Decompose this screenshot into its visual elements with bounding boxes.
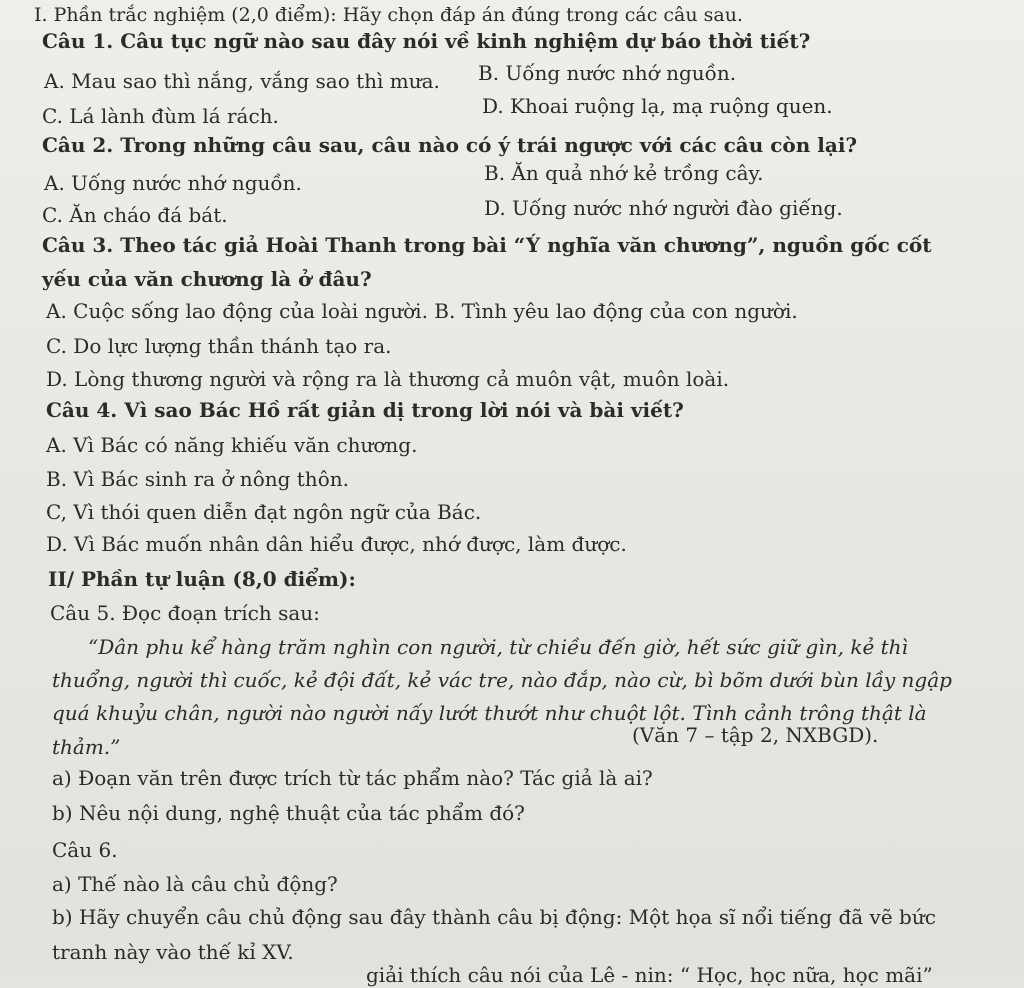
q6-title: Câu 6. (52, 838, 118, 862)
q5b: b) Nêu nội dung, nghệ thuật của tác phẩm đó? (52, 801, 525, 825)
q1-question: Câu 1. Câu tục ngữ nào sau đây nói về kinh nghiệm dự báo thời tiết? (42, 29, 811, 53)
q2-question: Câu 2. Trong những câu sau, câu nào có ý trái ngược với các câu còn lại? (42, 133, 858, 157)
q5-quote-line3: quá khuỷu chân, người nào người nấy lướt thướt như chuột lột. Tình cảnh trông thật là (52, 701, 927, 725)
q4-option-b: B. Vì Bác sinh ra ở nông thôn. (46, 467, 349, 491)
q5a: a) Đoạn văn trên được trích từ tác phẩm nào? Tác giả là ai? (52, 766, 653, 790)
q1-option-a: A. Mau sao thì nắng, vắng sao thì mưa. (44, 69, 440, 93)
q5-quote-line1: “Dân phu kể hàng trăm nghìn con người, từ chiều đến giờ, hết sức giữ gìn, kẻ thì (88, 635, 908, 659)
cutoff-line: giải thích câu nói của Lê - nin: “ Học, học nữa, học mãi” (366, 963, 933, 987)
q1-option-b: B. Uống nước nhớ nguồn. (478, 61, 737, 85)
q2-option-d: D. Uống nước nhớ người đào giếng. (484, 196, 843, 220)
q4-option-a: A. Vì Bác có năng khiếu văn chương. (46, 433, 418, 457)
q6a: a) Thế nào là câu chủ động? (52, 872, 338, 896)
q3-option-c: C. Do lực lượng thần thánh tạo ra. (46, 334, 392, 358)
q6b-line1: b) Hãy chuyển câu chủ động sau đây thành câu bị động: Một họa sĩ nổi tiếng đã vẽ bức (52, 905, 936, 929)
q4-option-d: D. Vì Bác muốn nhân dân hiểu được, nhớ được, làm được. (46, 532, 627, 556)
section1-title: I. Phần trắc nghiệm (2,0 điểm): Hãy chọn đáp án đúng trong các câu sau. (34, 4, 743, 26)
q1-option-c: C. Lá lành đùm lá rách. (42, 104, 279, 128)
q3-option-d: D. Lòng thương người và rộng ra là thương cả muôn vật, muôn loài. (46, 367, 730, 391)
q1-option-d: D. Khoai ruộng lạ, mạ ruộng quen. (482, 94, 833, 118)
q6b-line2: tranh này vào thế kỉ XV. (52, 940, 294, 964)
q3-options-ab: A. Cuộc sống lao động của loài người. B. Tình yêu lao động của con người. (46, 299, 798, 323)
section2-title: II/ Phần tự luận (8,0 điểm): (48, 567, 356, 591)
q5-source: (Văn 7 – tập 2, NXBGD). (632, 723, 879, 747)
q3-question-line2: yếu của văn chương là ở đâu? (42, 267, 372, 291)
q2-option-b: B. Ăn quả nhớ kẻ trồng cây. (484, 161, 764, 185)
q5-quote-line4: thảm.” (52, 735, 121, 759)
q3-question-line1: Câu 3. Theo tác giả Hoài Thanh trong bài “Ý nghĩa văn chương”, nguồn gốc cốt (42, 233, 932, 257)
q4-question: Câu 4. Vì sao Bác Hồ rất giản dị trong lời nói và bài viết? (46, 398, 684, 422)
q4-option-c: C, Vì thói quen diễn đạt ngôn ngữ của Bác. (46, 500, 482, 524)
q2-option-a: A. Uống nước nhớ nguồn. (44, 171, 302, 195)
q5-title: Câu 5. Đọc đoạn trích sau: (50, 601, 320, 625)
q5-quote-line2: thuổng, người thì cuốc, kẻ đội đất, kẻ vác tre, nào đắp, nào cừ, bì bõm dưới bùn lầy ngập (52, 668, 952, 692)
q2-option-c: C. Ăn cháo đá bát. (42, 203, 228, 227)
